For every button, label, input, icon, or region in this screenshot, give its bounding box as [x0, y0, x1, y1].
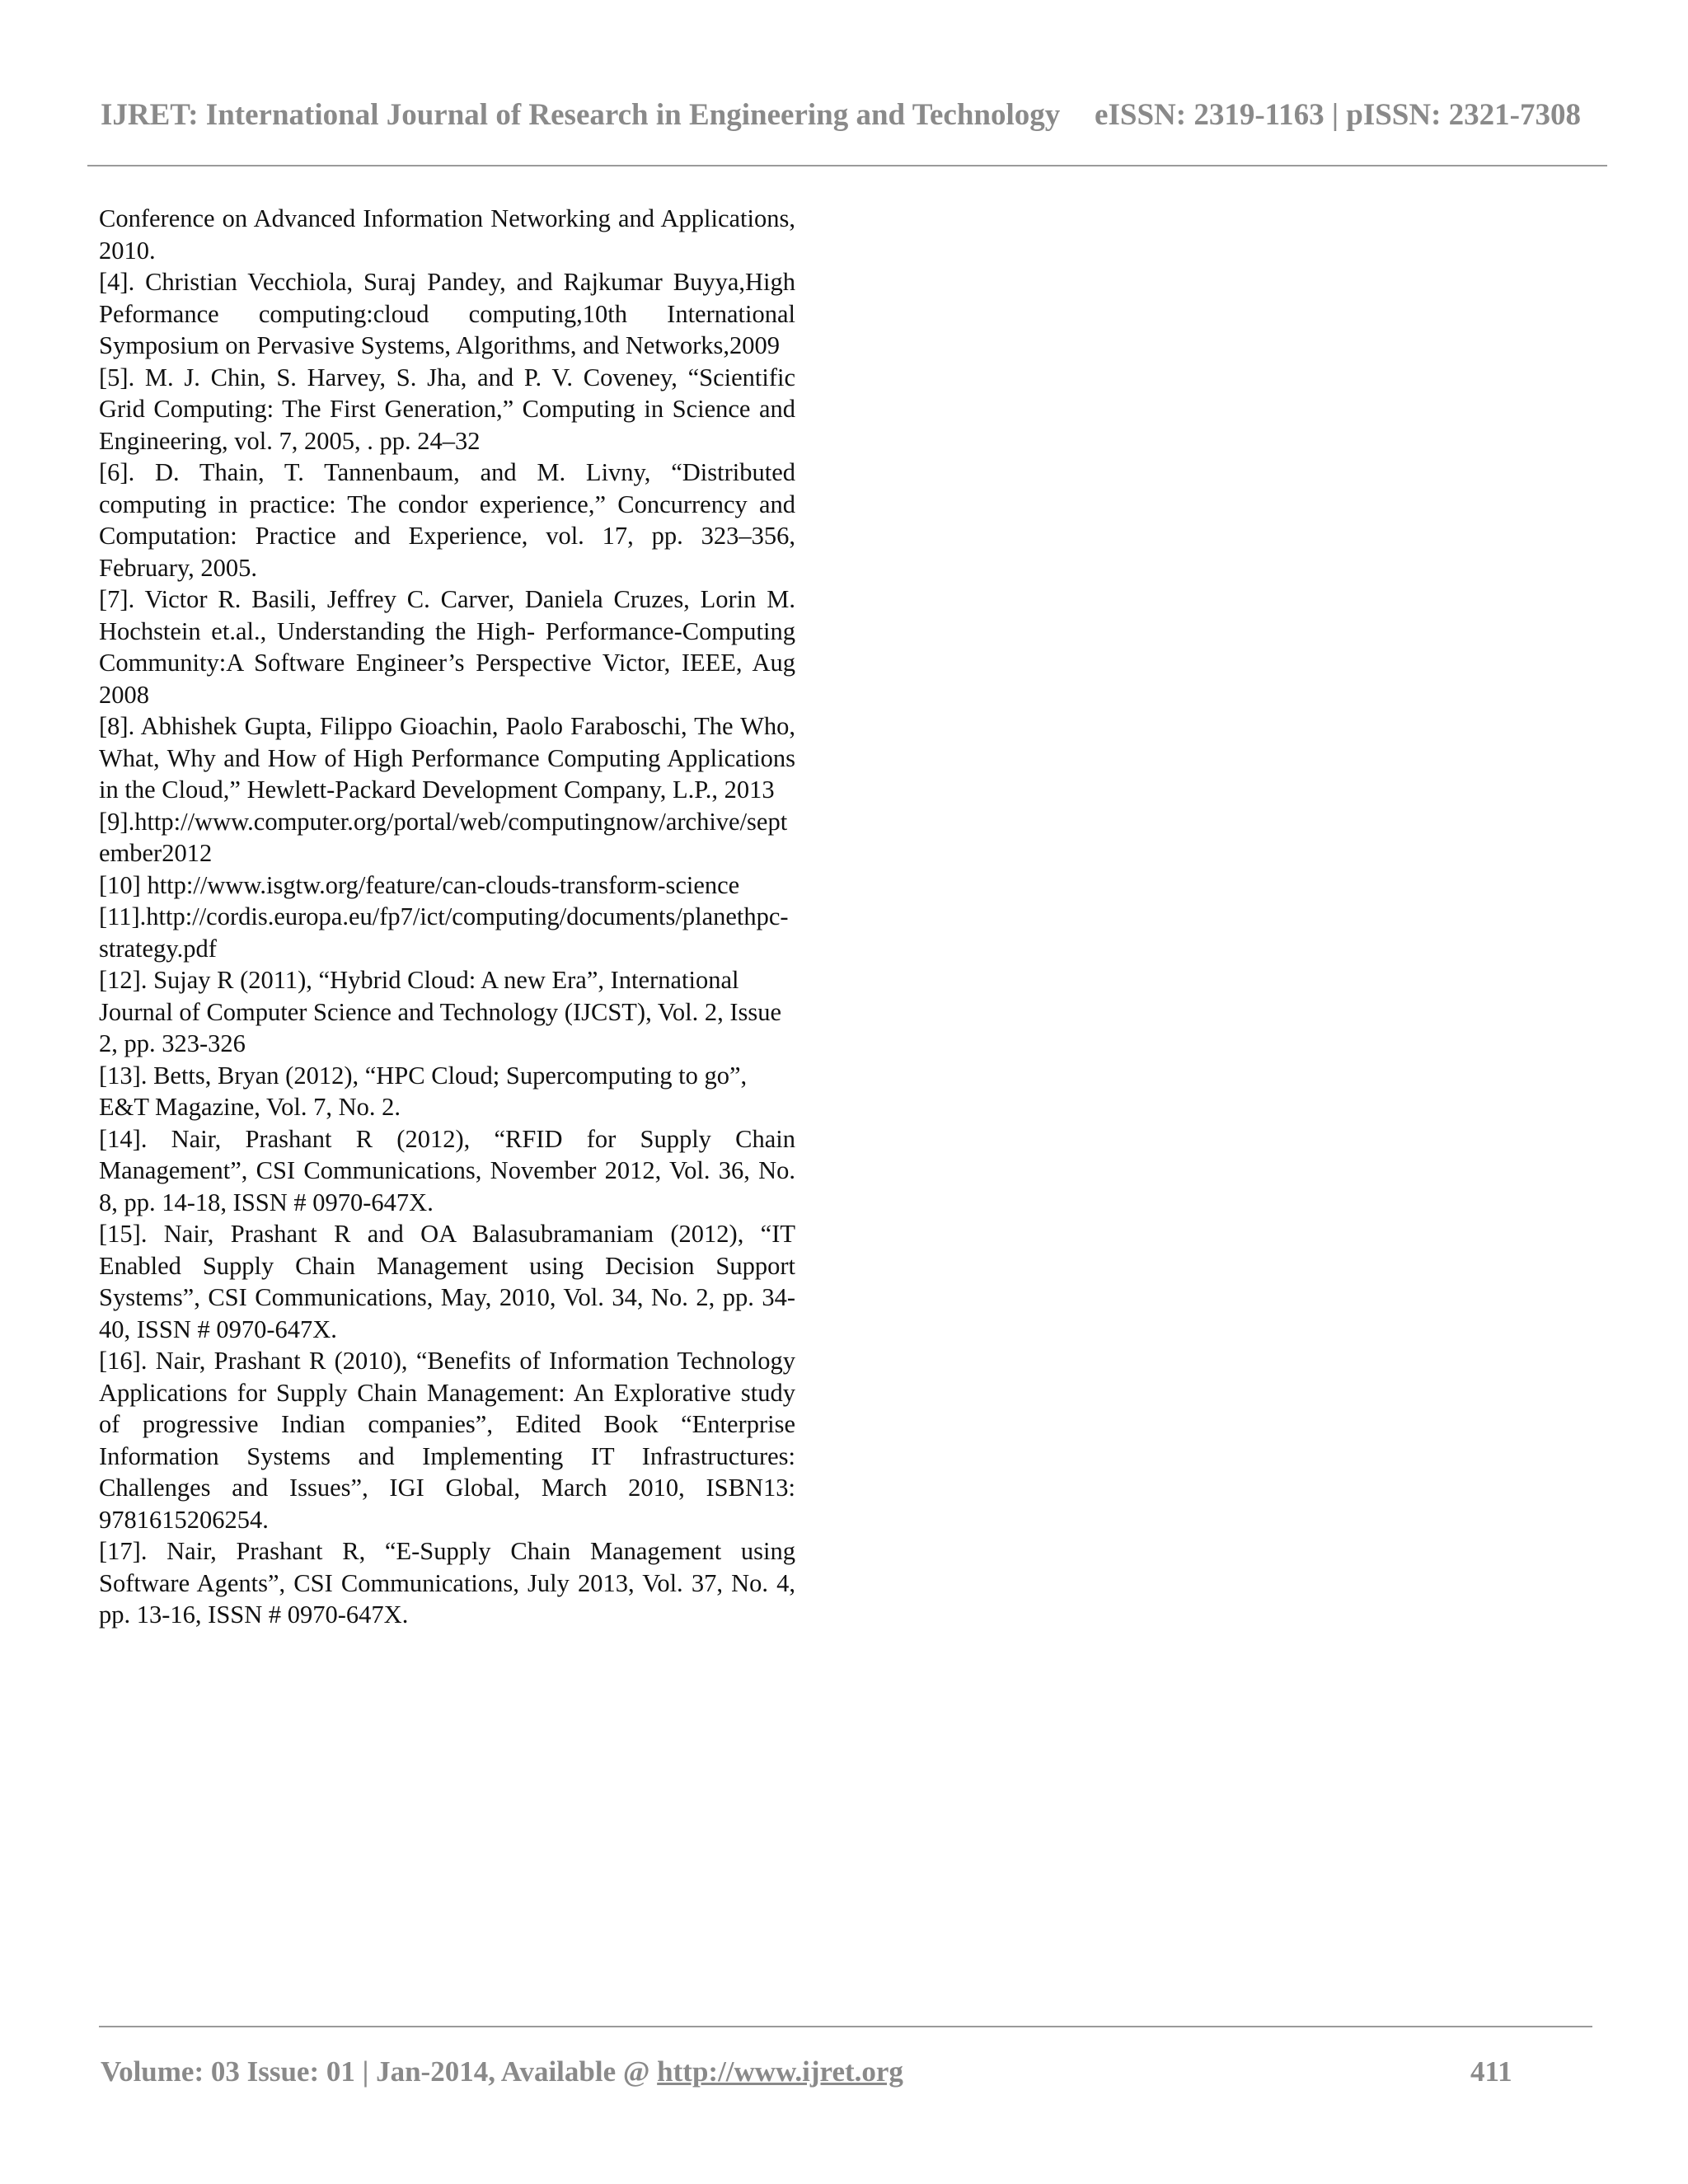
reference-item: [5]. M. J. Chin, S. Harvey, S. Jha, and P. V. Coveney, “Scientific Grid Computing: The First Generation,” Computing in Science and Engineering, vol. 7, 2005, . pp. 24–32: [99, 363, 795, 455]
reference-item: Conference on Advanced Information Networking and Applications, 2010.: [99, 204, 795, 265]
reference-item: [15]. Nair, Prashant R and OA Balasubramaniam (2012), “IT Enabled Supply Chain Management using Decision Support Systems”, CSI Communications, May, 2010, Vol. 34, No. 2, pp. 34-40, ISSN # 0970-647X.: [99, 1220, 795, 1343]
reference-item: [6]. D. Thain, T. Tannenbaum, and M. Livny, “Distributed computing in practice: The condor experience,” Concurrency and Computation: Practice and Experience, vol. 17, pp. 323–356, February, 2005.: [99, 458, 795, 582]
reference-item: [17]. Nair, Prashant R, “E-Supply Chain Management using Software Agents”, CSI Communications, July 2013, Vol. 37, No. 4, pp. 13-16, ISSN # 0970-647X.: [99, 1537, 795, 1629]
reference-item: [11].http://cordis.europa.eu/fp7/ict/computing/documents/planethpc-strategy.pdf: [99, 902, 789, 963]
reference-item: [13]. Betts, Bryan (2012), “HPC Cloud; Supercomputing to go”, E&T Magazine, Vol. 7, No. 2.: [99, 1061, 748, 1121]
reference-item: [9].http://www.computer.org/portal/web/computingnow/archive/september2012: [99, 807, 788, 867]
reference-item: [8]. Abhishek Gupta, Filippo Gioachin, Paolo Faraboschi, The Who, What, Why and How of High Performance Computing Applications in the Cloud,” Hewlett-Packard Development Company, L.P., 2013: [99, 712, 795, 804]
reference-item: [10] http://www.isgtw.org/feature/can-clouds-transform-science: [99, 870, 740, 899]
reference-item: [16]. Nair, Prashant R (2010), “Benefits of Information Technology Applications for Supply Chain Management: An Explorative study of progressive Indian companies”, Edited Book “Enterprise Information Systems and Implementing IT Infrastructures: Challenges and Issues”, IGI Global, March 2010, ISBN13: 9781615206254.: [99, 1347, 795, 1534]
reference-item: [14]. Nair, Prashant R (2012), “RFID for Supply Chain Management”, CSI Communications, November 2012, Vol. 36, No. 8, pp. 14-18, ISSN # 0970-647X.: [99, 1124, 795, 1216]
header-divider: [87, 165, 1607, 166]
page-number: 411: [1470, 2055, 1512, 2088]
reference-item: [7]. Victor R. Basili, Jeffrey C. Carver, Daniela Cruzes, Lorin M. Hochstein et.al., Understanding the High- Performance-Computing Community:A Software Engineer’s Perspective Victor, IEEE, Aug 2008: [99, 585, 795, 709]
journal-website-link[interactable]: http://www.ijret.org: [657, 2055, 903, 2088]
reference-item: [4]. Christian Vecchiola, Suraj Pandey, and Rajkumar Buyya,High Peformance computing:cloud computing,10th International Symposium on Pervasive Systems, Algorithms, and Networks,2009: [99, 268, 795, 359]
footer-volume-text: Volume: 03 Issue: 01 | Jan-2014, Available @: [101, 2055, 658, 2088]
journal-title: IJRET: International Journal of Research in Engineering and Technology: [101, 98, 1061, 132]
reference-list: [99, 203, 795, 1631]
issn-label: eISSN: 2319-1163 | pISSN: 2321-7308: [1095, 98, 1581, 132]
footer-volume-info: [101, 2055, 903, 2088]
reference-item: [12]. Sujay R (2011), “Hybrid Cloud: A new Era”, International Journal of Computer Science and Technology (IJCST), Vol. 2, Issue 2, pp. 323-326: [99, 966, 782, 1057]
footer-divider: [99, 2026, 1592, 2027]
